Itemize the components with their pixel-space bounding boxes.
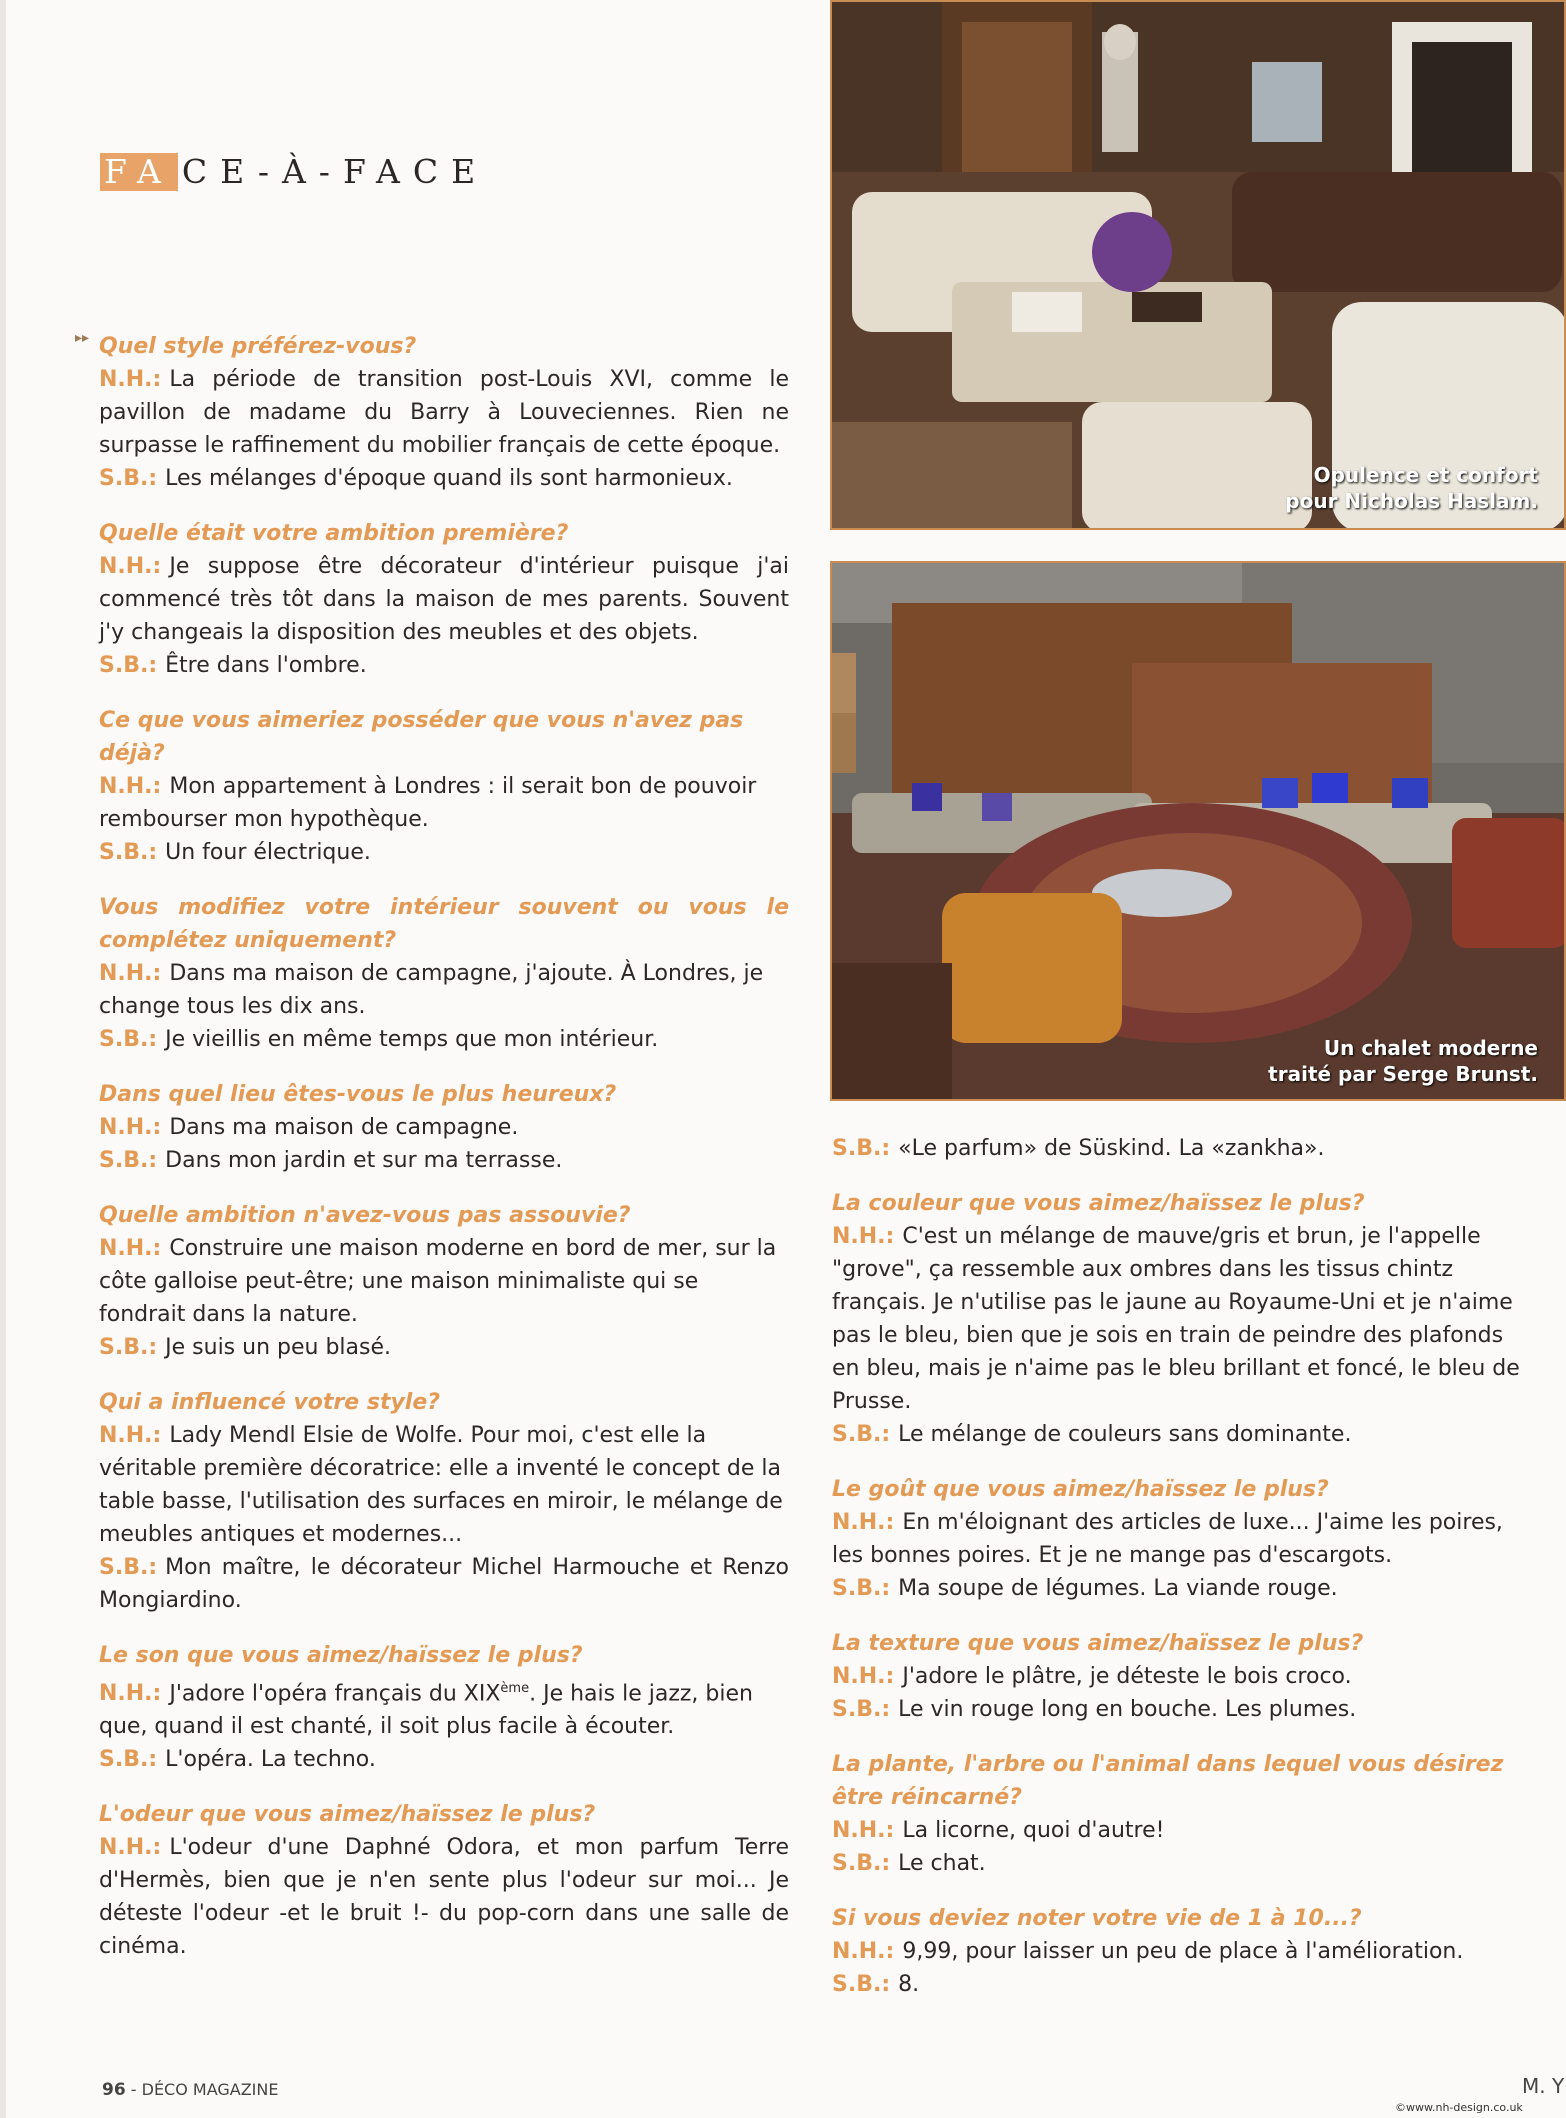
- section-header: [100, 150, 488, 194]
- qa-item: [99, 891, 789, 1056]
- answer-nh: N.H.: Mon appartement à Londres : il serait bon de pouvoir rembourser mon hypothèque.: [99, 774, 757, 832]
- answer-nh: N.H.: L'odeur d'une Daphné Odora, et mon parfum Terre d'Hermès, bien que je n'en sente plus l'odeur sur moi... Je déteste l'odeur -et le bruit !- du pop-corn dans une salle de cinéma.: [99, 1835, 789, 1960]
- answer-sb: S.B.: Ma soupe de légumes. La viande rouge.: [832, 1576, 1338, 1601]
- author-initials: M. Y: [1522, 2074, 1565, 2098]
- answer-sb: S.B.: Un four électrique.: [99, 840, 371, 865]
- answer-nh: N.H.: J'adore le plâtre, je déteste le bois croco.: [832, 1664, 1352, 1689]
- qa-item: [99, 1798, 789, 1963]
- question: Quelle ambition n'avez-vous pas assouvie?: [99, 1203, 631, 1228]
- interview-left-column: [75, 330, 789, 1985]
- answer-nh: N.H.: J'adore l'opéra français du XIXème. Je hais le jazz, bien que, quand il est chanté, il soit plus facile à écouter.: [99, 1681, 753, 1740]
- question: L'odeur que vous aimez/haïssez le plus?: [99, 1802, 596, 1828]
- answer-nh: N.H.: En m'éloignant des articles de luxe... J'aime les poires, les bonnes poires. Et je ne mange pas d'escargots.: [832, 1510, 1503, 1568]
- answer-sb: S.B.: Le chat.: [832, 1851, 986, 1876]
- answer-nh: N.H.: Lady Mendl Elsie de Wolfe. Pour moi, c'est elle la véritable première décoratrice: elle a inventé le concept de la table basse, l'utilisation des surfaces en miroir, le mélange de meubles antiques et modernes...: [99, 1423, 783, 1547]
- answer-sb: S.B.: «Le parfum» de Süskind. La «zankha».: [832, 1136, 1325, 1161]
- photo-caption-top: Opulence et confort pour Nicholas Haslam.: [1285, 463, 1538, 513]
- answer-sb: S.B.: Dans mon jardin et sur ma terrasse.: [99, 1148, 563, 1173]
- bullet-arrow-icon: ▸▸: [75, 330, 90, 346]
- answer-sb: S.B.: Je suis un peu blasé.: [99, 1335, 391, 1360]
- answer-sb: S.B.: Mon maître, le décorateur Michel Harmouche et Renzo Mongiardino.: [99, 1555, 789, 1613]
- header-highlight: FA: [100, 153, 178, 191]
- qa-continuation: [832, 1132, 1532, 1165]
- question: Le goût que vous aimez/haïssez le plus?: [832, 1477, 1329, 1502]
- answer-sb: S.B.: 8.: [832, 1972, 920, 1997]
- answer-sb: S.B.: Les mélanges d'époque quand ils sont harmonieux.: [99, 466, 733, 491]
- answer-nh: N.H.: Dans ma maison de campagne, j'ajoute. À Londres, je change tous les dix ans.: [99, 961, 764, 1019]
- qa-item: [99, 1199, 789, 1364]
- qa-item: [832, 1748, 1532, 1880]
- qa-item: [99, 1078, 789, 1177]
- interview-right-column: [832, 1132, 1532, 2023]
- answer-sb: S.B.: Le vin rouge long en bouche. Les plumes.: [832, 1697, 1357, 1722]
- photo-chalet-brunst: [830, 561, 1566, 1101]
- answer-nh: N.H.: La licorne, quoi d'autre!: [832, 1818, 1165, 1843]
- question: La couleur que vous aimez/haïssez le plus?: [832, 1191, 1365, 1216]
- qa-item: [99, 1386, 789, 1617]
- answer-nh: N.H.: Construire une maison moderne en bord de mer, sur la côte galloise peut-être; une maison minimaliste qui se fondrait dans la nature.: [99, 1236, 777, 1327]
- question: La texture que vous aimez/haïssez le plus?: [832, 1631, 1364, 1656]
- answer-nh: N.H.: 9,99, pour laisser un peu de place à l'amélioration.: [832, 1939, 1464, 1964]
- answer-nh: N.H.: C'est un mélange de mauve/gris et brun, je l'appelle "grove", ça ressemble aux ombres dans les tissus chintz français. Je n'utilise pas le jaune au Royaume-Uni et je n'aime pas le bleu, bien que je sois en train de peindre des plafonds en bleu, mais je n'aime pas le bleu brillant et foncé, le bleu de Prusse.: [832, 1224, 1520, 1414]
- question: Dans quel lieu êtes-vous le plus heureux?: [99, 1082, 617, 1107]
- answer-nh: N.H.: Je suppose être décorateur d'intérieur puisque j'ai commencé très tôt dans la maison de mes parents. Souvent j'y changeais la disposition des meubles et des objets.: [99, 554, 789, 645]
- question: Le son que vous aimez/haïssez le plus?: [99, 1643, 583, 1668]
- qa-item: [99, 1639, 789, 1776]
- question: Si vous deviez noter votre vie de 1 à 10...?: [832, 1906, 1362, 1931]
- header-title: CE-À-FACE: [181, 152, 489, 191]
- answer-nh: N.H.: Dans ma maison de campagne.: [99, 1115, 519, 1140]
- page-spine: [0, 0, 6, 2118]
- qa-item: [832, 1473, 1532, 1605]
- qa-item: [832, 1902, 1532, 2001]
- qa-item: [832, 1187, 1532, 1451]
- question: Ce que vous aimeriez posséder que vous n'avez pas déjà?: [99, 708, 744, 766]
- question: Vous modifiez votre intérieur souvent ou vous le complétez uniquement?: [99, 895, 789, 953]
- answer-sb: S.B.: Je vieillis en même temps que mon intérieur.: [99, 1027, 659, 1052]
- qa-item: [75, 330, 789, 495]
- qa-item: [99, 517, 789, 682]
- question: La plante, l'arbre ou l'animal dans lequel vous désirez être réincarné?: [832, 1752, 1504, 1810]
- answer-sb: S.B.: Être dans l'ombre.: [99, 653, 367, 678]
- question: Qui a influencé votre style?: [99, 1390, 441, 1415]
- question: Quel style préférez-vous?: [99, 334, 417, 359]
- answer-sb: S.B.: Le mélange de couleurs sans dominante.: [832, 1422, 1352, 1447]
- answer-sb: S.B.: L'opéra. La techno.: [99, 1747, 376, 1773]
- qa-item: [99, 704, 789, 869]
- qa-item: [832, 1627, 1532, 1726]
- image-credit: ©www.nh-design.co.uk: [1395, 2101, 1523, 2114]
- answer-nh: N.H.: La période de transition post-Louis XVI, comme le pavillon de madame du Barry à Louveciennes. Rien ne surpasse le raffinement du mobilier français de cette époque.: [99, 367, 789, 458]
- page-footer: 96 - DÉCO MAGAZINE: [102, 2080, 279, 2100]
- question: Quelle était votre ambition première?: [99, 521, 569, 546]
- photo-caption-bottom: Un chalet moderne traité par Serge Brunst.: [1268, 1036, 1538, 1086]
- photo-living-room-haslam: [830, 0, 1566, 530]
